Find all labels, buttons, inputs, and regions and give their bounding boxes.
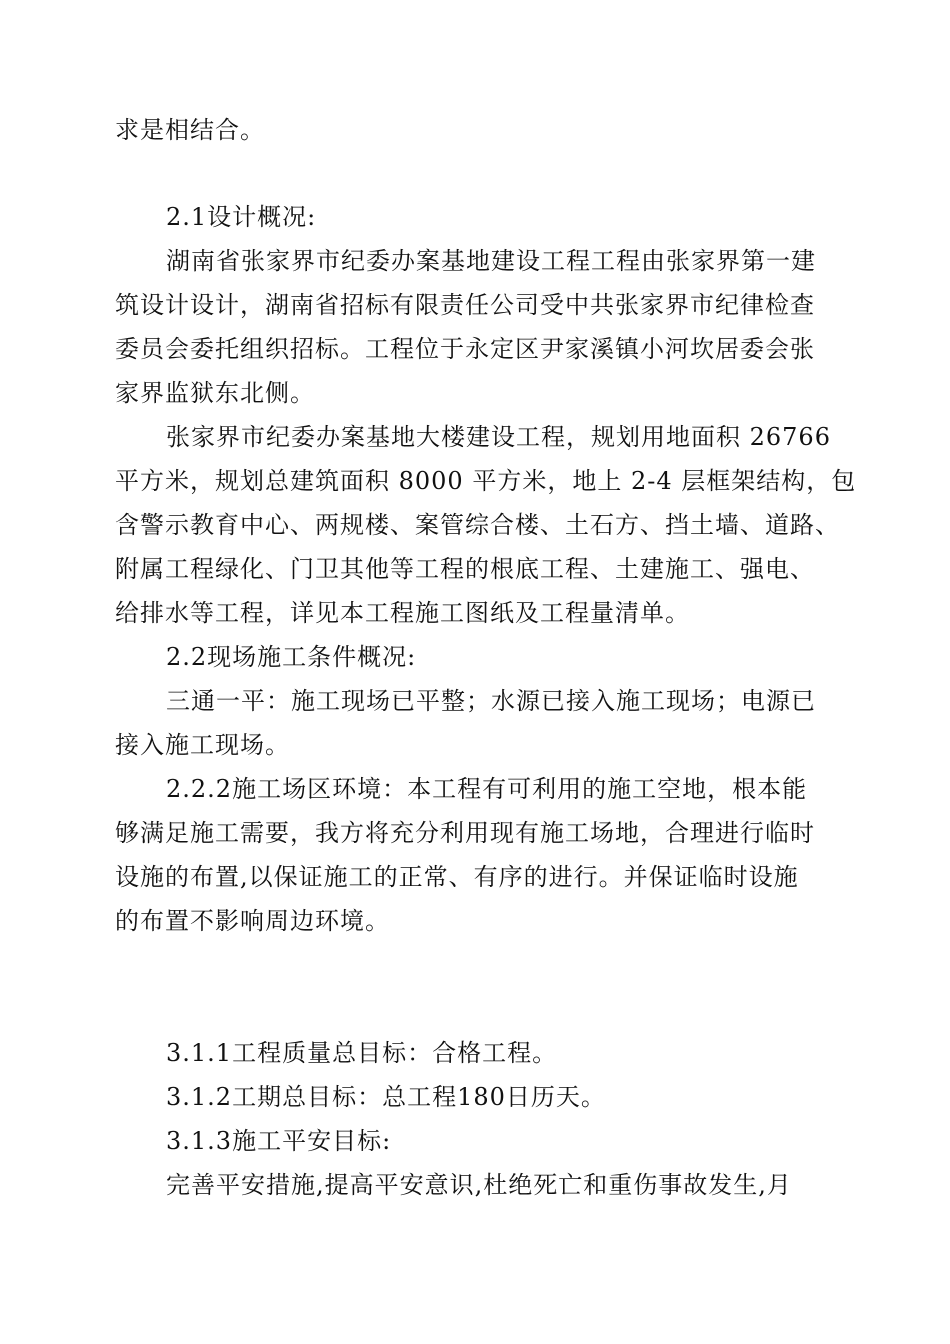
section-heading-2-2: 2.2现场施工条件概况: bbox=[166, 643, 417, 671]
paragraph-line: 够满足施工需要，我方将充分利用现有施工场地，合理进行临时 bbox=[115, 819, 815, 847]
paragraph-line: 接入施工现场。 bbox=[115, 731, 290, 759]
paragraph-line: 含警示教育中心、两规楼、案管综合楼、土石方、挡土墙、道路、 bbox=[115, 511, 840, 539]
goal-item-3-1-3: 3.1.3施工平安目标: bbox=[166, 1127, 392, 1155]
goal-item-3-1-2: 3.1.2工期总目标：总工程180日历天。 bbox=[166, 1083, 606, 1111]
paragraph-line: 附属工程绿化、门卫其他等工程的根底工程、土建施工、强电、 bbox=[115, 555, 815, 583]
paragraph-line: 家界监狱东北侧。 bbox=[115, 379, 315, 407]
paragraph-line: 的布置不影响周边环境。 bbox=[115, 907, 390, 935]
goal-item-3-1-1: 3.1.1工程质量总目标：合格工程。 bbox=[166, 1039, 558, 1067]
paragraph-line: 完善平安措施,提高平安意识,杜绝死亡和重伤事故发生,月 bbox=[166, 1171, 792, 1199]
paragraph-line: 平方米，规划总建筑面积 8000 平方米，地上 2-4 层框架结构，包 bbox=[115, 467, 857, 495]
paragraph-line: 湖南省张家界市纪委办案基地建设工程工程由张家界第一建 bbox=[166, 247, 816, 275]
paragraph-line-continuation: 求是相结合。 bbox=[115, 116, 265, 144]
paragraph-line: 张家界市纪委办案基地大楼建设工程，规划用地面积 26766 bbox=[166, 423, 831, 451]
paragraph-line: 委员会委托组织招标。工程位于永定区尹家溪镇小河坎居委会张 bbox=[115, 335, 815, 363]
paragraph-line: 设施的布置,以保证施工的正常、有序的进行。并保证临时设施 bbox=[115, 863, 799, 891]
paragraph-line: 2.2.2施工场区环境：本工程有可利用的施工空地，根本能 bbox=[166, 775, 808, 803]
paragraph-line: 筑设计设计，湖南省招标有限责任公司受中共张家界市纪律检查 bbox=[115, 291, 815, 319]
paragraph-line: 三通一平：施工现场已平整；水源已接入施工现场；电源已 bbox=[166, 687, 816, 715]
section-heading-2-1: 2.1设计概况: bbox=[166, 203, 317, 231]
paragraph-line: 给排水等工程，详见本工程施工图纸及工程量清单。 bbox=[115, 599, 690, 627]
